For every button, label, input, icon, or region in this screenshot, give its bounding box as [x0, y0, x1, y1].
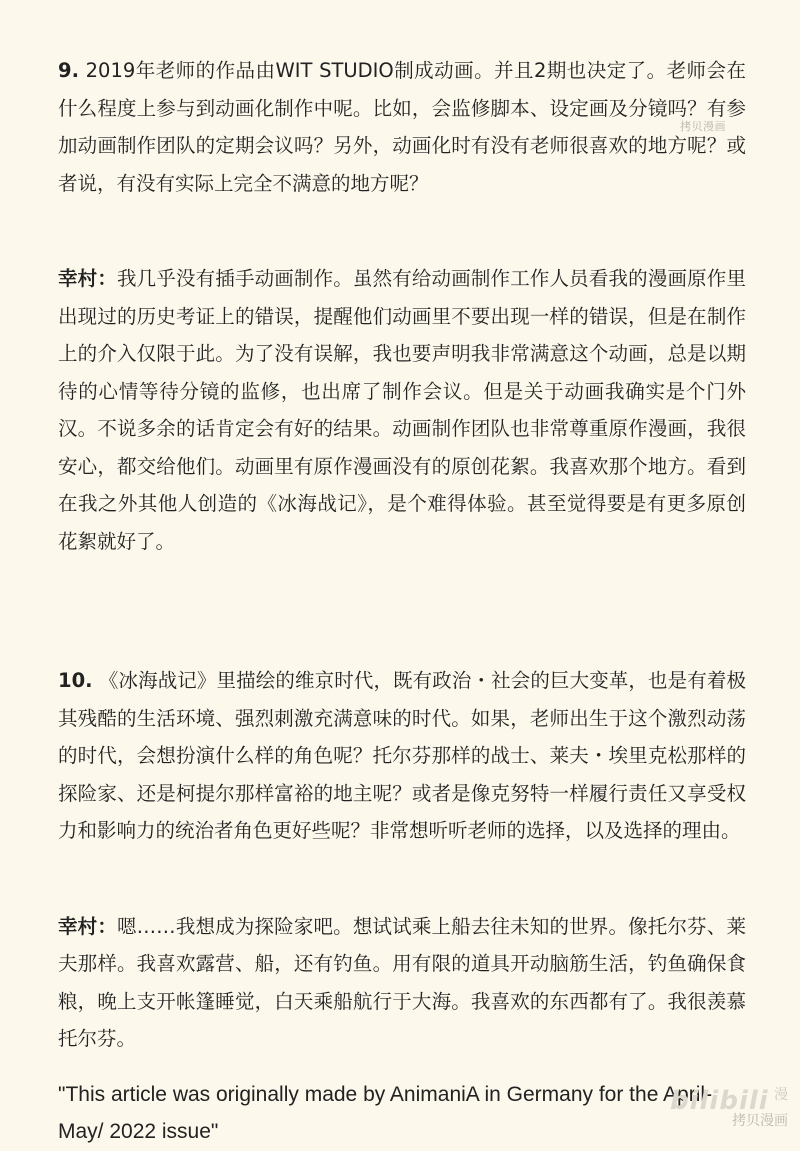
answer-10	[58, 908, 746, 1058]
watermark-bottom	[670, 1084, 790, 1130]
question-10	[58, 662, 746, 850]
watermark-char: 漫	[774, 1087, 788, 1103]
watermark-top: 拷贝漫画	[680, 120, 726, 133]
answer-text: 我几乎没有插手动画制作。虽然有给动画制作工作人员看我的漫画原作里出现过的历史考证上的错误，提醒他们动画里不要出现一样的错误，但是在制作上的介入仅限于此。为了没有误解，我也要声明我非常满意这个动画，总是以期待的心情等待分镜的监修，也出席了制作会议。但是关于动画我确实是个门外汉。不说多余的话肯定会有好的结果。动画制作团队也非常尊重原作漫画，我很安心，都交给他们。动画里有原作漫画没有的原创花絮。我喜欢那个地方。看到在我之外其他人创造的《冰海战记》，是个难得体验。甚至觉得要是有更多原创花絮就好了。	[58, 267, 746, 553]
question-9	[58, 52, 746, 202]
speaker-label: 幸村：	[58, 267, 117, 290]
bilibili-logo: bilibili	[670, 1086, 769, 1116]
answer-9	[58, 260, 746, 560]
question-text: 《冰海战记》里描绘的维京时代，既有政治・社会的巨大变革，也是有着极其残酷的生活环境、强烈刺激充满意味的时代。如果，老师出生于这个激烈动荡的时代，会想扮演什么样的角色呢？托尔芬那样的战士、莱夫・埃里克松那样的探险家、还是柯提尔那样富裕的地主呢？或者是像克努特一样履行责任又享受权力和影响力的统治者角色更好些呢？非常想听听老师的选择，以及选择的理由。	[58, 669, 746, 842]
answer-text: 嗯……我想成为探险家吧。想试试乘上船去往未知的世界。像托尔芬、莱夫那样。我喜欢露营、船，还有钓鱼。用有限的道具开动脑筋生活，钓鱼确保食粮，晚上支开帐篷睡觉，白天乘船航行于大海。我喜欢的东西都有了。我很羡慕托尔芬。	[58, 914, 746, 1050]
article-body	[58, 52, 746, 1151]
speaker-label: 幸村：	[58, 914, 117, 938]
question-text: 2019年老师的作品由WIT STUDIO制成动画。并且2期也决定了。老师会在什么程度上参与到动画化制作中呢。比如，会监修脚本、设定画及分镜吗？有参加动画制作团队的定期会议吗？另外，动画化时有没有老师很喜欢的地方呢？或者说，有没有实际上完全不满意的地方呢？	[58, 59, 746, 195]
source-note: "This article was originally made by AnimaniA in Germany for the April-May/ 2022 issue"	[58, 1082, 713, 1143]
question-number: 10.	[58, 669, 93, 692]
watermark-text: 拷贝漫画	[732, 1113, 788, 1129]
question-number: 9.	[58, 59, 79, 82]
